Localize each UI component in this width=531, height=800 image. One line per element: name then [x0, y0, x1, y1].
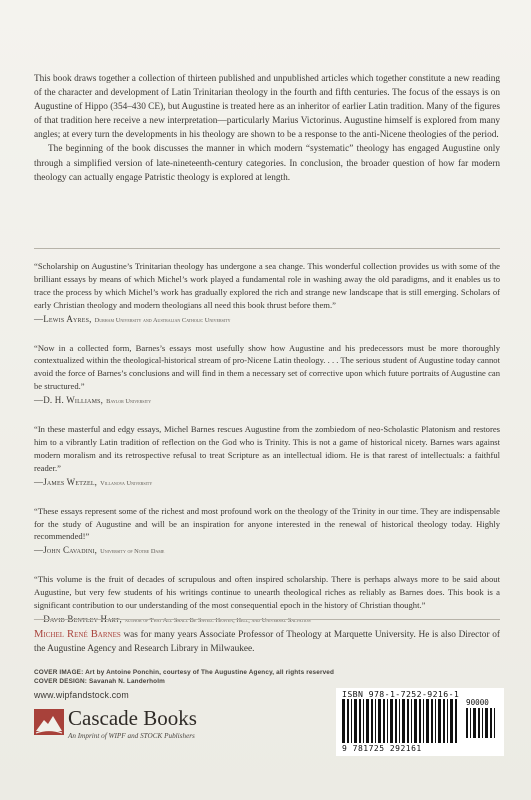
- isbn-digits: 9 781725 292161: [342, 744, 422, 753]
- endorser-name: —James Wetzel,: [34, 476, 98, 487]
- endorsement-quote: “This volume is the fruit of decades of scrupulous and often inspired scholarship. There is perhaps always more to be said about Augustine, but very few students of his writings continue to unearth theological riches as reliably as Barnes does. This book is a significant contribution to our understanding of the most consequential epoch in the history of Christian thought.”: [34, 574, 500, 611]
- endorsement-quote: “Scholarship on Augustine’s Trinitarian theology has undergone a sea change. This wonderful collection provides us with some of the brilliant essays by means of which Michel’s work played a fundamental role in washing away the old paradigms, and it enables us to trace the process by which Michel’s work has gradually explored the rich and strange new landscape that is still emerging. Scholars of early Christian theology and modern theologians all need this book thrust before them.”: [34, 261, 500, 310]
- endorser-affiliation: University of Notre Dame: [100, 548, 165, 556]
- isbn-barcode: [336, 688, 504, 756]
- mountain-logo-icon: [34, 709, 64, 735]
- endorsement-ayres: [34, 260, 500, 328]
- endorsement-attribution: [34, 613, 500, 628]
- endorser-name: —John Cavadini,: [34, 545, 98, 556]
- summary-paragraph-2: The beginning of the book discusses the manner in which modern “systematic” theology has engaged Augustine only through a simplified version of late-nineteenth-century categories. In conclusion, the broader question of how far modern theology can actually engage Patristic theology is explored at length.: [34, 144, 500, 183]
- price-barcode-bars: [466, 708, 498, 738]
- endorser-name: —David Bentley Hart,: [34, 613, 122, 624]
- endorsement-williams: [34, 342, 500, 410]
- price-code: 90000: [466, 698, 489, 707]
- endorsement-quote: “Now in a collected form, Barnes’s essays most usefully show how Augustine and his predecessors must be more thoroughly contextualized within the theological-historical stream of pro-Nicene Latin theology. . . . The serious student of Augustine today cannot avoid the force of Barnes’s conclusions and will find in them a necessary set of corrective upon which future portraits of Augustine can be structured.”: [34, 342, 500, 392]
- author-bio-text: was for many years Associate Professor of Theology at Marquette University. He is also Director of the Augustine Agency and Research Library in Milwaukee.: [34, 630, 500, 654]
- publisher-logo: [34, 706, 244, 748]
- publisher-name: Cascade Books: [68, 706, 197, 730]
- endorsement-quote: “In these masterful and edgy essays, Michel Barnes rescues Augustine from the zombiedom of neo-Scholastic Platonism and restores him to a vibrantly Latin tradition of reflection on the God who is Trinity. This is not a game of historical nicety. Barnes wars against modern moralism and its retrospective refusal to treat Scripture as an intellectual idiom. He is that rarest of intellectuals: a faithful reader.”: [34, 424, 500, 473]
- cover-credits: [34, 669, 334, 686]
- summary-paragraph-1: This book draws together a collection of thirteen published and unpublished articles which together constitute a new reading of the character and development of Latin Trinitarian theology in the fourth and fifth centuries. The focus of the essays is on Augustine of Hippo (354–430 CE), but Augustine is treated here as an inheritor of earlier Latin tradition. Many of the figures of that tradition here receive a new interpretation—particularly Marius Victorinus. Augustine himself is explored from many angles; at every turn the developments in his theology are shown to be a response to the anti-Nicene theologies of the period.: [34, 74, 500, 141]
- endorser-affiliation: author of That All Shall Be Saved: Heaven, Hell, and Universal Salvation: [124, 616, 311, 624]
- endorsement-attribution: [34, 544, 500, 559]
- author-divider: [34, 619, 500, 620]
- author-bio: [34, 628, 500, 656]
- endorser-affiliation: Villanova University: [100, 479, 153, 487]
- endorsement-attribution: [34, 394, 500, 409]
- cover-image-credit: COVER IMAGE: Art by Antoine Ponchin, courtesy of The Augustine Agency, all rights reserved: [34, 669, 335, 676]
- endorser-name: —Lewis Ayres,: [34, 313, 92, 324]
- book-summary: [34, 72, 500, 185]
- endorsements: [34, 260, 500, 642]
- endorsement-attribution: [34, 313, 500, 328]
- cover-design-credit: COVER DESIGN: Savanah N. Landerholm: [34, 677, 165, 685]
- author-name: Michel René Barnes: [34, 629, 121, 640]
- endorsement-cavadini: [34, 505, 500, 560]
- isbn-label: ISBN 978-1-7252-9216-1: [342, 689, 460, 699]
- publisher-tagline: An Imprint of WIPF and STOCK Publishers: [68, 732, 195, 740]
- endorsement-attribution: [34, 476, 500, 491]
- summary-divider: [34, 248, 500, 249]
- endorser-name: —D. H. Williams,: [34, 395, 104, 406]
- publisher-website: www.wipfandstock.com: [34, 690, 129, 700]
- endorser-affiliation: Durham University and Australian Catholic University: [94, 316, 231, 324]
- endorsement-quote: “These essays represent some of the richest and most profound work on the theology of the Trinity in our time. They are indispensable for the study of Augustine and will be an inspiration for anyone interested in the renewal of historical theology today. Highly recommended!”: [34, 505, 500, 542]
- endorsement-wetzel: [34, 423, 500, 491]
- barcode-bars: [342, 699, 460, 743]
- endorser-affiliation: Baylor University: [106, 398, 152, 406]
